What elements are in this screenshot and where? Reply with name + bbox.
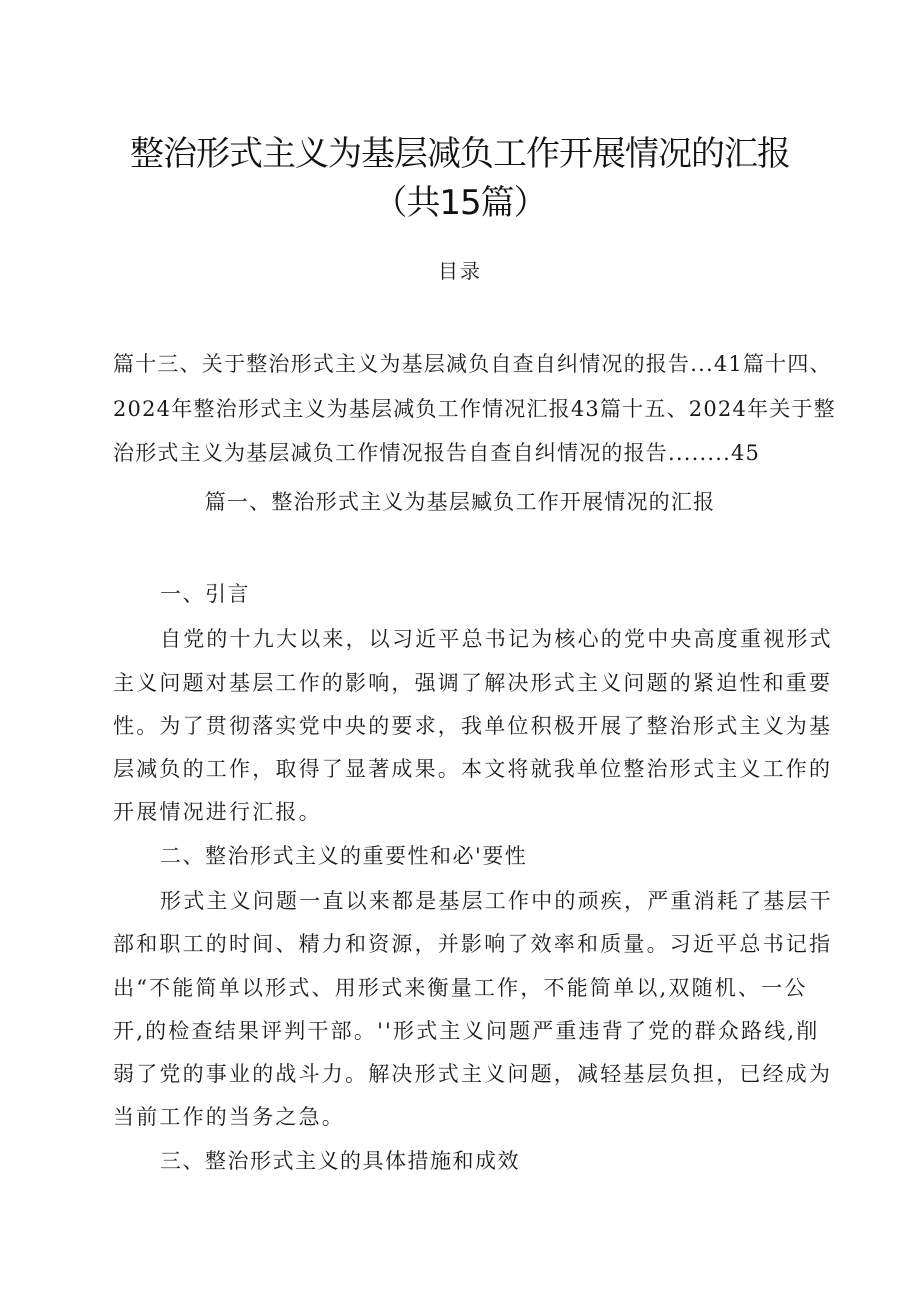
toc-heading: 目录 (438, 259, 482, 283)
paragraph-line: 出“不能简单以形式、用形式来衡量工作，不能简单以,双随机、一公 (113, 976, 808, 1000)
article-heading: 篇一、整治形式主义为基层臧负工作开展情况的汇报 (204, 490, 716, 514)
document-title-line1: 整治形式主义为基层减负工作开展情况的汇报 (130, 134, 790, 174)
toc-line: 篇十三、关于整治形式主义为基层减负自查自纠情况的报告...41篇十四、 (113, 352, 832, 376)
section-heading: 一、引言 (160, 582, 250, 606)
paragraph-line: 开展情况进行汇报。 (113, 800, 322, 824)
paragraph-line: 部和职工的时间、精力和资源，并影响了效率和质量。习近平总书记指 (113, 932, 833, 956)
paragraph-line: 层减负的工作，取得了显著成果。本文将就我单位整治形式主义工作的 (113, 757, 833, 781)
document-title-line2: （共15篇） (373, 183, 547, 223)
section-heading: 二、整治形式主义的重要性和必'要性 (160, 844, 528, 868)
paragraph-line: 性。为了贯彻落实党中央的要求，我单位积极开展了整治形式主义为基 (113, 714, 833, 738)
paragraph-line: 弱了党的事业的战斗力。解决形式主义问题，减轻基层负担，已经成为 (113, 1062, 833, 1086)
paragraph-line: 形式主义问题一直以来都是基层工作中的顽疾，严重消耗了基层干 (160, 889, 833, 913)
paragraph-line: 当前工作的当务之急。 (113, 1105, 345, 1129)
section-heading: 三、整治形式主义的具体措施和成效 (160, 1149, 520, 1173)
paragraph-line: 主义问题对基层工作的影响，强调了解决形式主义问题的紧迫性和重要 (113, 671, 833, 695)
toc-line: 治形式主义为基层减负工作情况报告自查自纠情况的报告........45 (113, 441, 761, 465)
paragraph-line: 自党的十九大以来，以习近平总书记为核心的党中央高度重视形式 (160, 627, 833, 651)
toc-line: 2024年整治形式主义为基层减负工作情况汇报43篇十五、2024年关于整 (113, 397, 836, 421)
paragraph-line: 开,的检查结果评判干部。''形式主义问题严重违背了党的群众路线,削 (113, 1019, 820, 1043)
